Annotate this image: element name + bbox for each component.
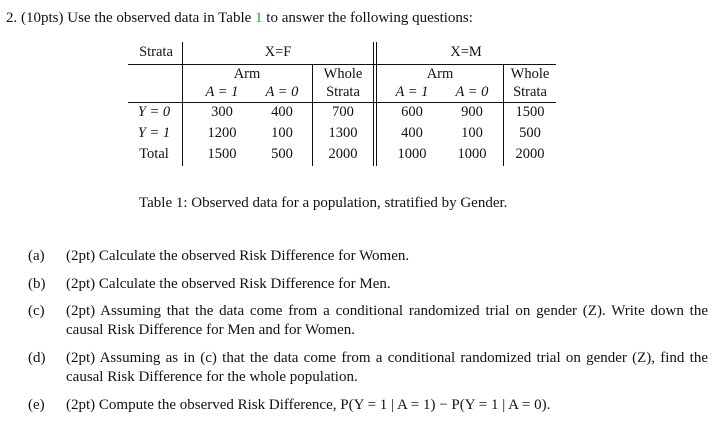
problem-intro: Use the observed data in Table — [67, 10, 252, 26]
table-reference-link[interactable]: 1 — [255, 10, 263, 26]
group-male-header: X=M — [450, 44, 482, 60]
list-item — [28, 247, 708, 267]
question-label: (a) — [28, 248, 45, 264]
list-item — [28, 349, 708, 389]
question-text: (2pt) Calculate the observed Risk Difference for Women. — [66, 248, 410, 264]
table-divider — [182, 42, 183, 166]
a1-header: A = 1 — [205, 84, 239, 100]
cell-m-a1: 400 — [401, 125, 423, 141]
cell-f-a1: 300 — [211, 104, 233, 120]
cell-f-a1: 1500 — [207, 146, 237, 162]
row-label: Y = 0 — [137, 104, 171, 120]
a1-header: A = 1 — [395, 84, 429, 100]
problem-intro-end: to answer the following questions: — [266, 10, 473, 26]
question-text: (2pt) Compute the observed Risk Difference, P(Y = 1 | A = 1) − P(Y = 1 | A = 0). — [66, 397, 551, 413]
table-divider — [503, 64, 504, 166]
question-label: (d) — [28, 350, 46, 366]
question-text: (2pt) Calculate the observed Risk Difference for Men. — [66, 276, 391, 292]
cell-f-whole: 1300 — [328, 125, 358, 141]
data-table — [0, 0, 723, 200]
cell-f-whole: 700 — [332, 104, 354, 120]
strata-subheader: Strata — [513, 84, 547, 100]
cell-f-a0: 100 — [271, 125, 293, 141]
cell-f-a0: 400 — [271, 104, 293, 120]
a0-header: A = 0 — [265, 84, 299, 100]
cell-m-a0: 100 — [461, 125, 483, 141]
cell-f-whole: 2000 — [328, 146, 358, 162]
cell-m-a1: 1000 — [397, 146, 427, 162]
cell-m-a0: 900 — [461, 104, 483, 120]
question-label: (b) — [28, 276, 46, 292]
strata-subheader: Strata — [326, 84, 360, 100]
table-divider — [373, 42, 374, 166]
cell-m-whole: 500 — [519, 125, 541, 141]
row-label: Y = 1 — [137, 125, 171, 141]
table-caption: Table 1: Observed data for a population, stratified by Gender. — [139, 195, 508, 211]
table-rule — [128, 102, 556, 103]
arm-header: Arm — [233, 66, 261, 82]
list-item — [28, 302, 708, 342]
table-rule — [128, 64, 556, 65]
question-text: (2pt) Assuming that the data come from a conditional randomized trial on gender (Z). Write down the causal Risk Difference for Men and for Women. — [66, 303, 708, 338]
strata-header: Strata — [139, 44, 173, 60]
arm-header: Arm — [426, 66, 454, 82]
whole-header: Whole — [510, 66, 550, 82]
question-label: (e) — [28, 397, 45, 413]
group-female-header: X=F — [264, 44, 292, 60]
whole-header: Whole — [323, 66, 363, 82]
list-item — [28, 275, 708, 295]
cell-m-a0: 1000 — [457, 146, 487, 162]
cell-m-whole: 1500 — [515, 104, 545, 120]
a0-header: A = 0 — [455, 84, 489, 100]
table-divider — [312, 64, 313, 166]
cell-m-a1: 600 — [401, 104, 423, 120]
question-label: (c) — [28, 303, 45, 319]
question-text: (2pt) Assuming as in (c) that the data come from a conditional randomized trial on gender (Z), find the causal Risk Difference for the whole population. — [66, 350, 708, 385]
table-divider — [376, 42, 377, 166]
row-label: Total — [139, 146, 169, 162]
cell-m-whole: 2000 — [515, 146, 545, 162]
cell-f-a1: 1200 — [207, 125, 237, 141]
problem-points: (10pts) — [21, 10, 64, 26]
cell-f-a0: 500 — [271, 146, 293, 162]
list-item — [28, 396, 708, 416]
problem-number: 2. — [6, 10, 18, 26]
